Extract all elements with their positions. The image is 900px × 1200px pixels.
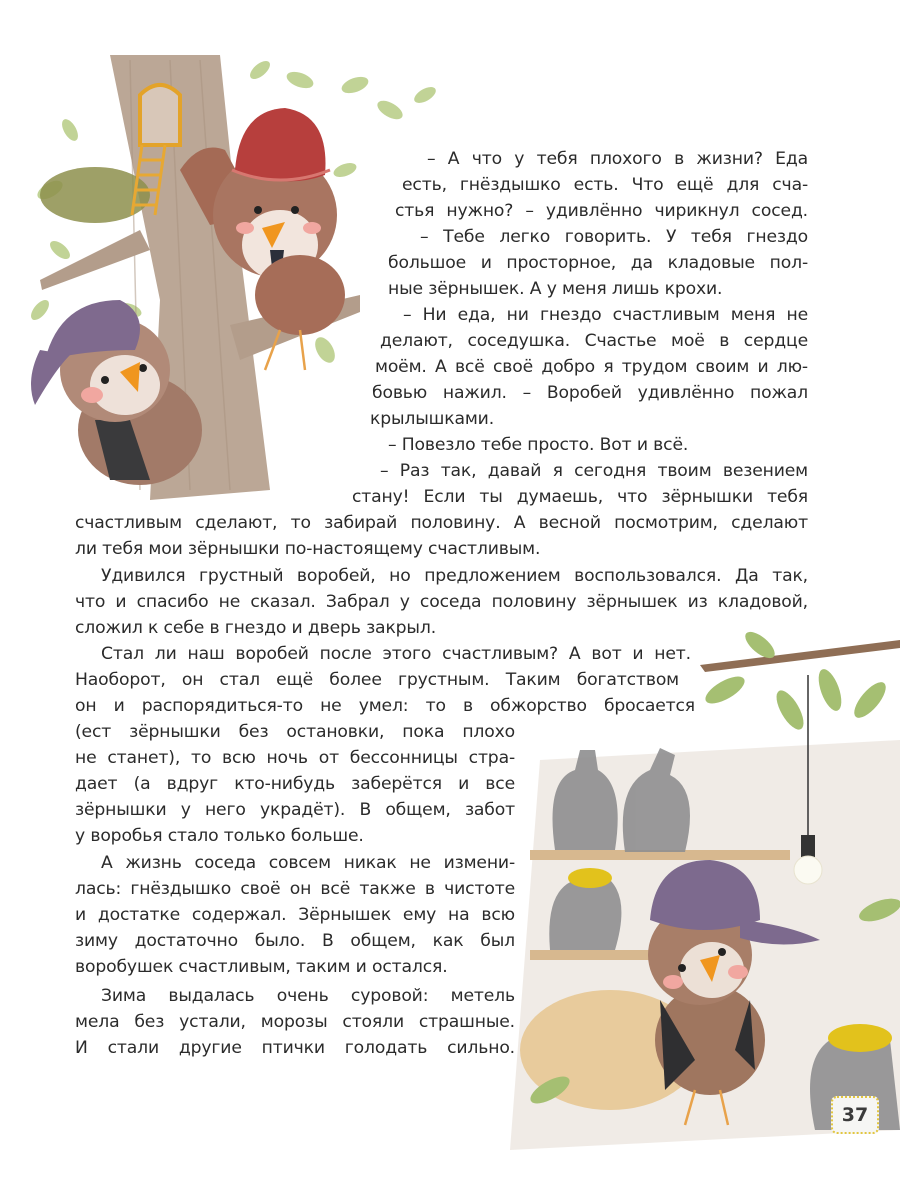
text-line: моём. А всё своё добро я трудом своим и лю-	[375, 357, 808, 377]
text-line: дает (а вдруг кто-нибудь заберётся и все	[75, 774, 515, 794]
text-line: (ест зёрнышки без остановки, пока плохо	[75, 722, 515, 742]
text-line: Удивился грустный воробей, но предложением воспользовался. Да так,	[101, 566, 808, 586]
text-line: зиму достаточно было. В общем, как был	[75, 931, 515, 951]
text-line: Стал ли наш воробей после этого счастливым? А вот и нет.	[101, 644, 691, 664]
text-line: большое и просторное, да кладовые пол-	[388, 253, 808, 273]
text-line: – Повезло тебе просто. Вот и всё.	[388, 435, 689, 455]
text-line: счастливым сделают, то забирай половину. А весной посмотрим, сделают	[75, 513, 808, 533]
text-line: зёрнышки у него украдёт). В общем, забот	[75, 800, 515, 820]
text-line: есть, гнёздышко есть. Что ещё для сча-	[402, 175, 808, 195]
text-line: у воробья стало только больше.	[75, 826, 364, 846]
text-line: – Раз так, давай я сегодня твоим везением	[380, 461, 808, 481]
text-line: – Тебе легко говорить. У тебя гнездо	[420, 227, 808, 247]
text-line: Зима выдалась очень суровой: метель	[101, 986, 515, 1006]
text-line: стья нужно? – удивлённо чирикнул сосед.	[395, 201, 808, 221]
text-line: Наоборот, он стал ещё более грустным. Таким богатством	[75, 670, 679, 690]
text-line: и достатке содержал. Зёрнышек ему на всю	[75, 905, 515, 925]
text-line: стану! Если ты думаешь, что зёрнышки тебя	[352, 487, 808, 507]
text-line: делают, соседушка. Счастье моё в сердце	[380, 331, 808, 351]
text-line: что и спасибо не сказал. Забрал у соседа половину зёрнышек из кладовой,	[75, 592, 808, 612]
text-line: А жизнь соседа совсем никак не измени-	[101, 853, 515, 873]
text-line: он и распорядиться-то не умел: то в обжорство бросается	[75, 696, 695, 716]
text-line: мела без устали, морозы стояли страшные.	[75, 1012, 515, 1032]
text-line: ные зёрнышек. А у меня лишь крохи.	[388, 279, 723, 299]
text-line: – Ни еда, ни гнездо счастливым меня не	[403, 305, 808, 325]
page-number: 37	[831, 1096, 879, 1134]
text-line: лась: гнёздышко своё он всё также в чистоте	[75, 879, 515, 899]
text-line: воробушек счастливым, таким и остался.	[75, 957, 448, 977]
text-line: И стали другие птички голодать сильно.	[75, 1038, 515, 1058]
text-line: крылышками.	[370, 409, 495, 429]
text-line: бовью нажил. – Воробей удивлённо пожал	[372, 383, 808, 403]
text-line: – А что у тебя плохого в жизни? Еда	[427, 149, 808, 169]
text-line: не станет), то всю ночь от бессонницы стра-	[75, 748, 515, 768]
text-line: ли тебя мои зёрнышки по-настоящему счастливым.	[75, 539, 541, 559]
text-line: сложил к себе в гнездо и дверь закрыл.	[75, 618, 437, 638]
